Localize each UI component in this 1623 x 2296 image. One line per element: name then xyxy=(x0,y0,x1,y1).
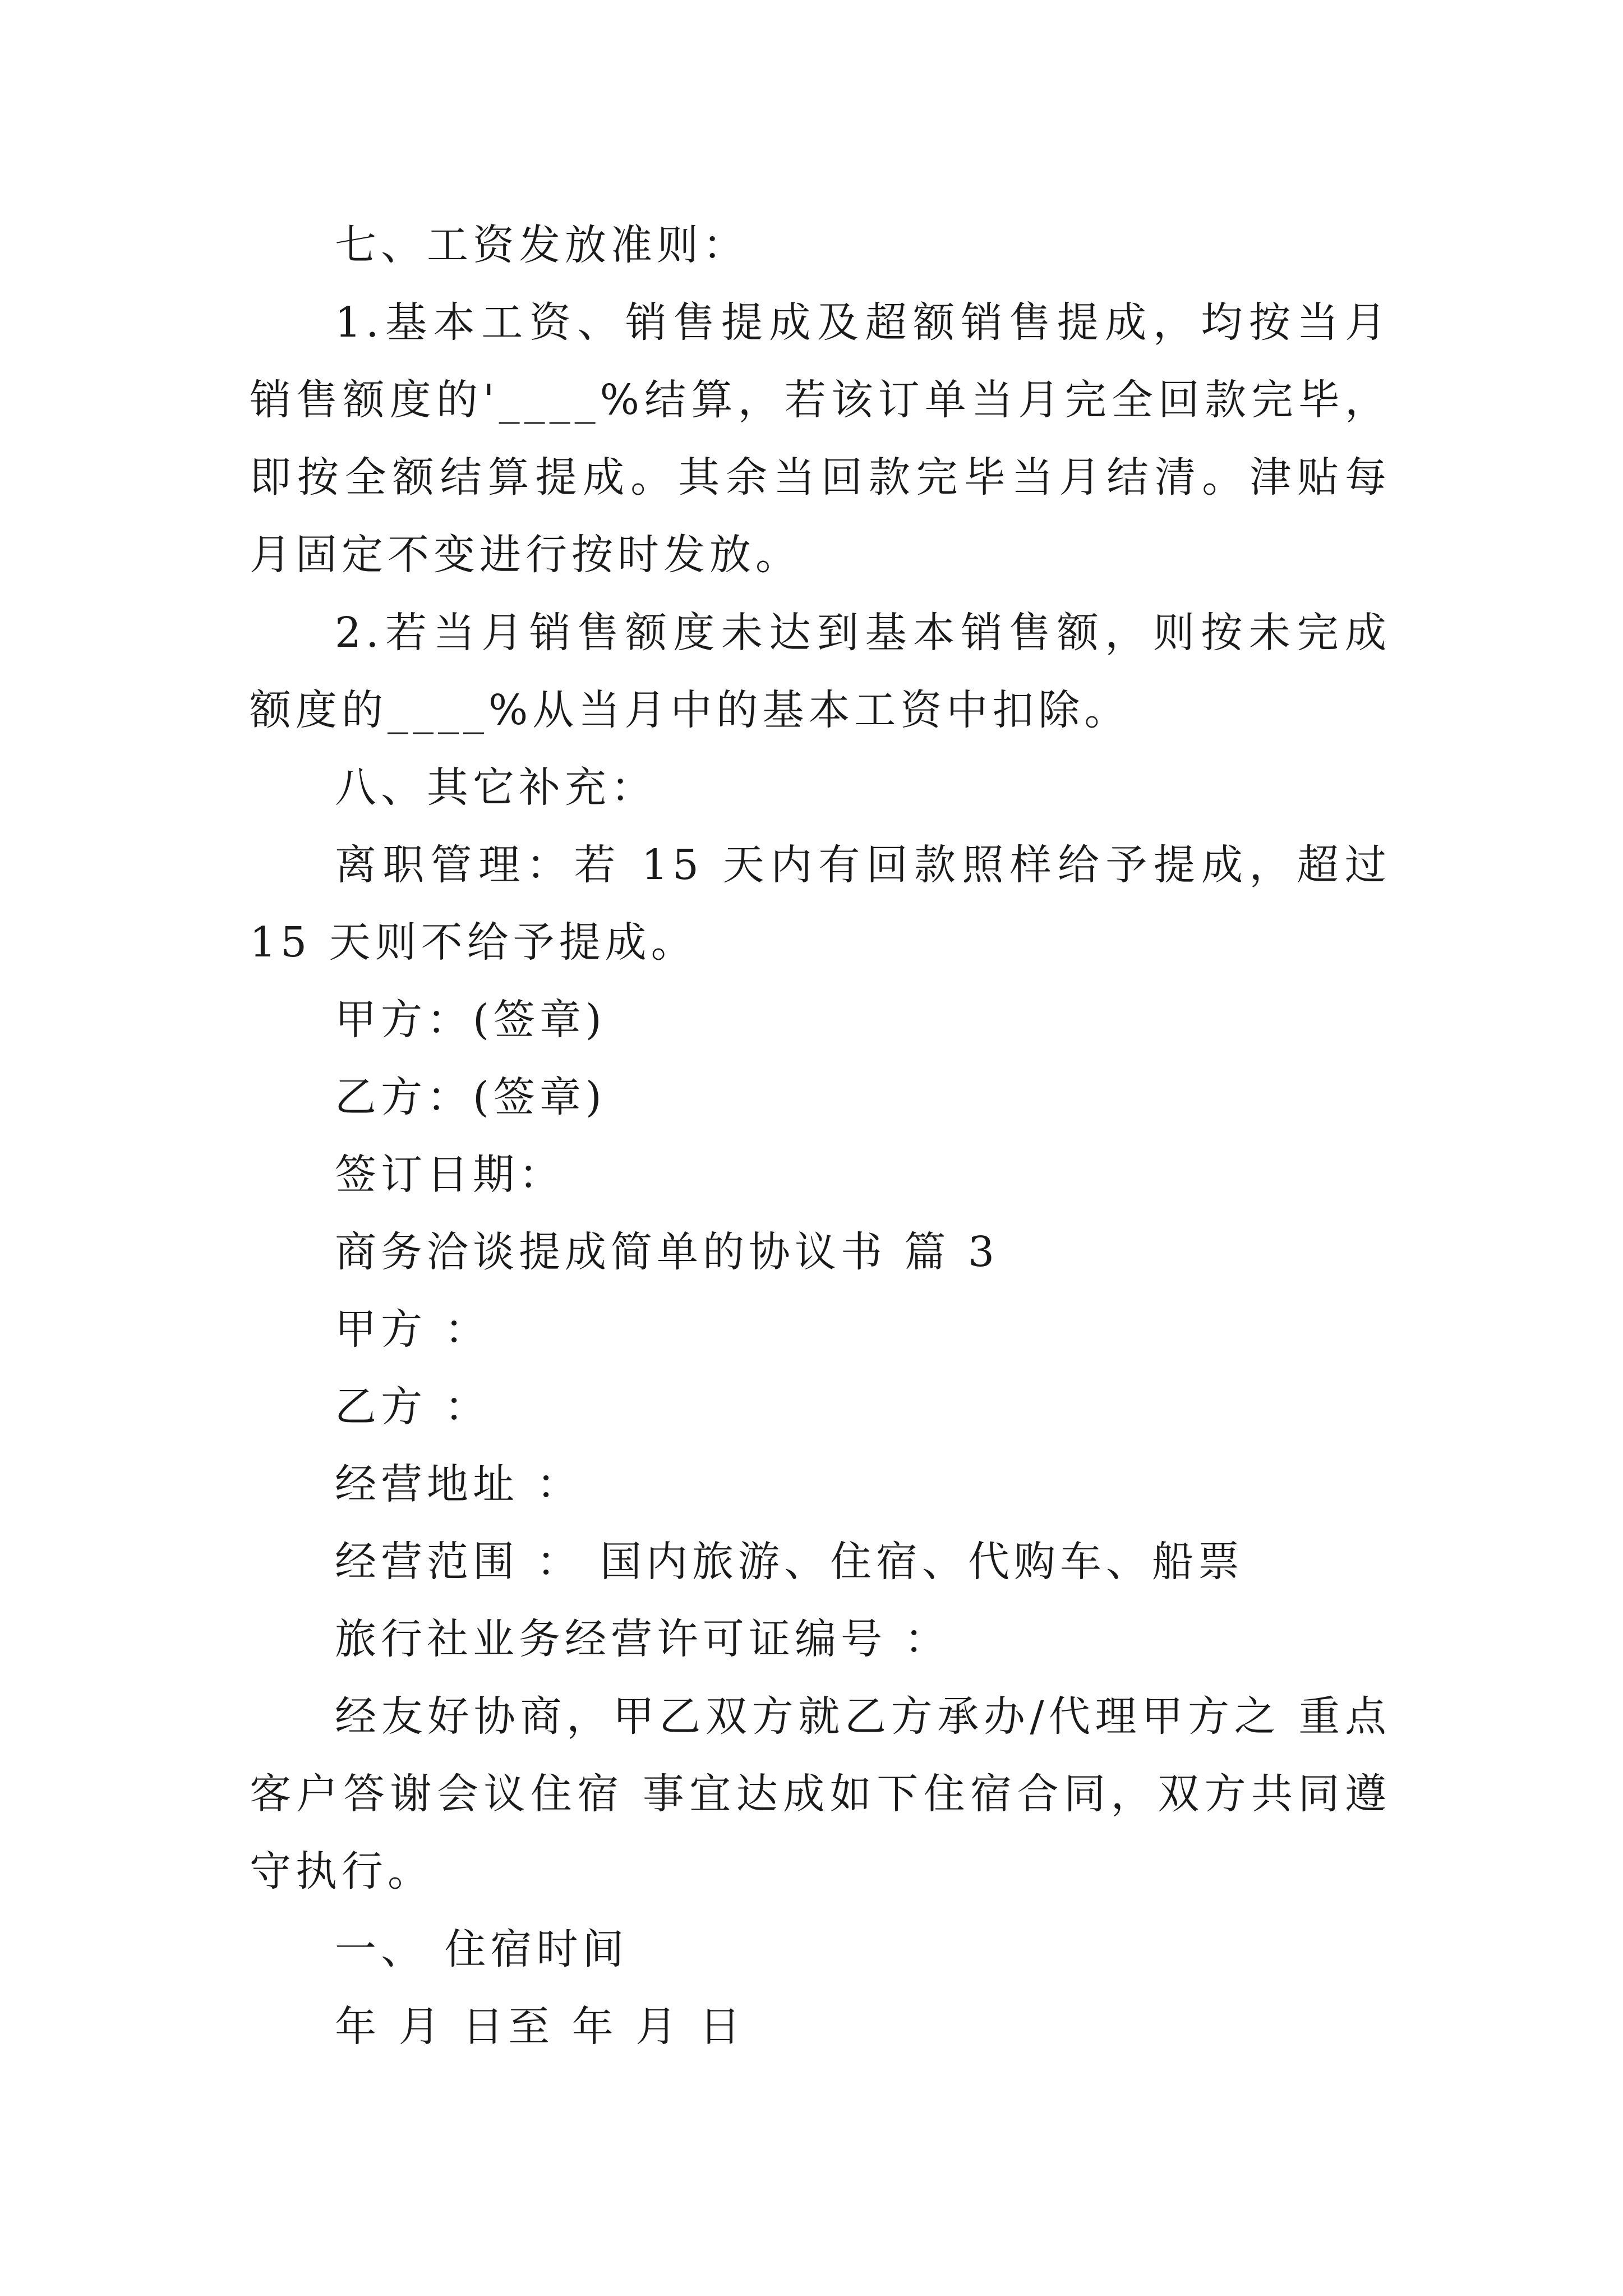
signing-date: 签订日期： xyxy=(335,1151,565,1199)
clause-7-2: 2.若当月销售额度未达到基本销售额，则按未完成额度的____%从当月中的基本工资中扣除。 xyxy=(250,609,1391,734)
section-8-heading: 八、其它补充： xyxy=(335,763,657,812)
business-scope-field: 经营范围 ： 国内旅游、住宿、代购车、船票 xyxy=(335,1538,1244,1586)
agreement-title: 商务洽谈提成简单的协议书 篇 3 xyxy=(335,1228,999,1276)
party-a-field: 甲方 ： xyxy=(335,1305,491,1354)
license-number-field: 旅行社业务经营许可证编号 ： xyxy=(335,1615,951,1663)
business-address-field: 经营地址 ： xyxy=(335,1460,583,1508)
stay-dates: 年 月 日至 年 月 日 xyxy=(335,2003,745,2051)
party-b-field: 乙方 ： xyxy=(335,1383,491,1431)
section-7-heading: 七、工资发放准则： xyxy=(335,221,749,269)
party-a-signature: 甲方：(签章) xyxy=(335,996,606,1044)
party-b-signature: 乙方：(签章) xyxy=(335,1073,606,1121)
clause-7-1: 1.基本工资、销售提成及超额销售提成，均按当月销售额度的'____%结算，若该订单当月完全回款完毕，即按全额结算提成。其余当回款完毕当月结清。津贴每月固定不变进行按时发放。 xyxy=(250,298,1391,579)
section-1-heading: 一、 住宿时间 xyxy=(335,1925,629,1973)
agreement-preamble: 经友好协商，甲乙双方就乙方承办/代理甲方之 重点客户答谢会议住宿 事宜达成如下住宿合同，双方共同遵守执行。 xyxy=(250,1692,1391,1895)
resignation-clause: 离职管理：若 15 天内有回款照样给予提成，超过 15 天则不给予提成。 xyxy=(250,841,1409,967)
